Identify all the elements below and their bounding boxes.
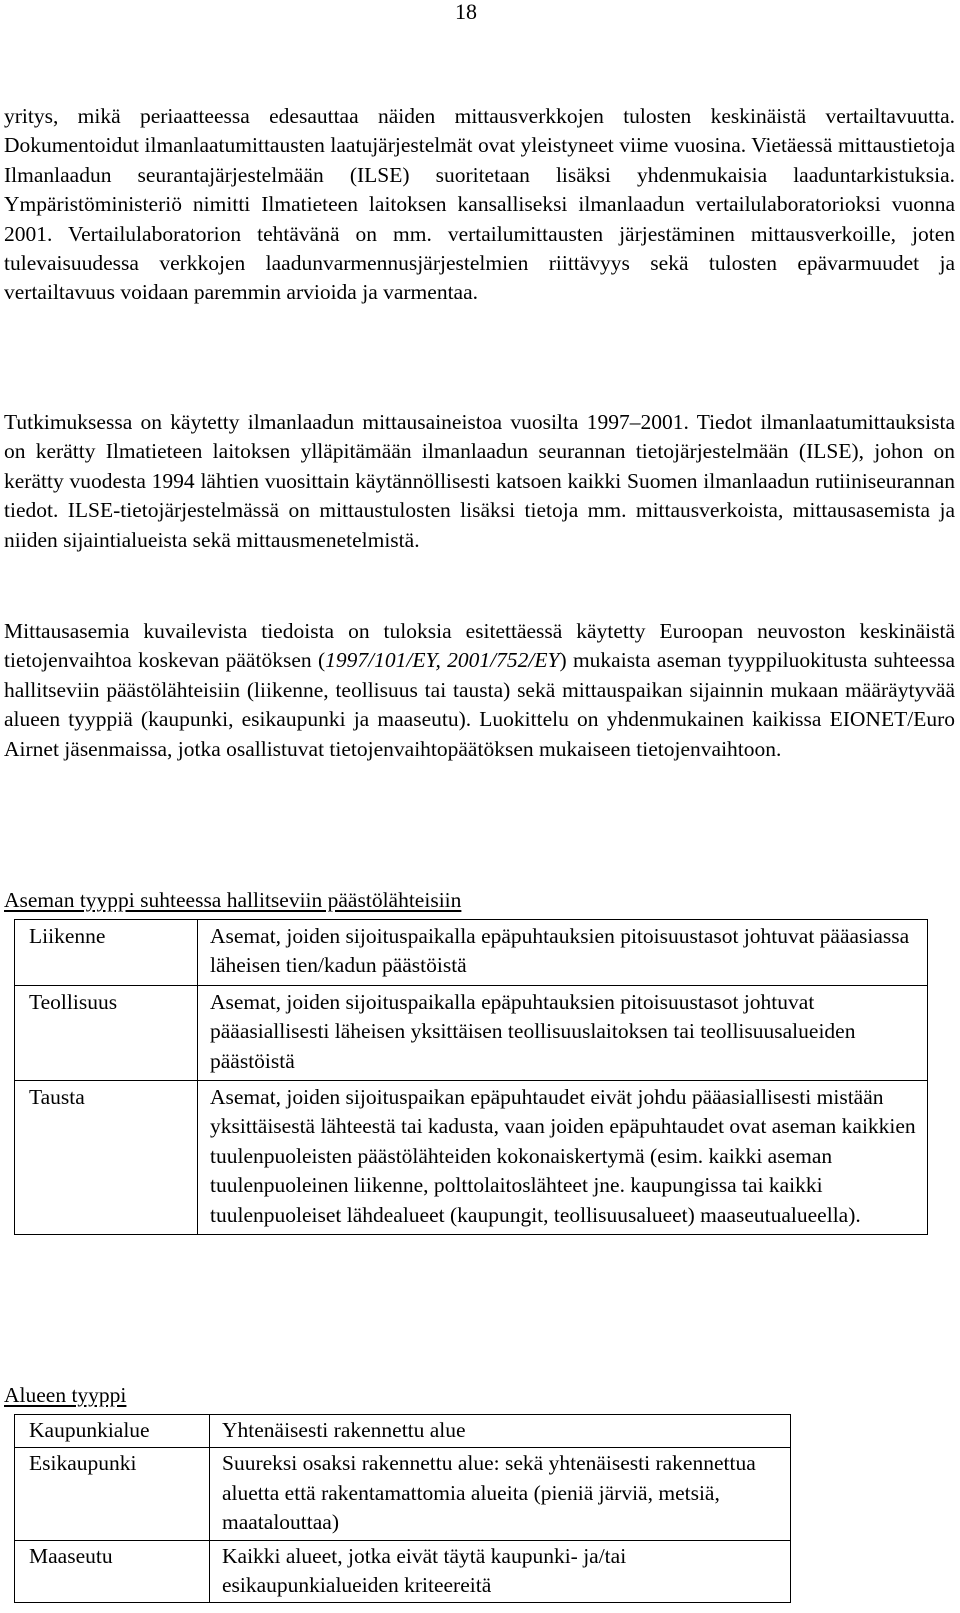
station-type-description: Asemat, joiden sijoituspaikan epäpuhtaudet eivät johdu pääasiallisesti mistään yksittäisestä lähteestä tai kadusta, vaan joiden epäpuhtaudet ovat aseman kaikkien tuulenpuoleisten päästölähteiden kokonaiskertymä (esim. kaikki aseman tuulenpuoleinen liikenne, polttolaitoslähteet jne. kaupungissa tai kaikki tuulenpuoleiset lähdealueet (kaupungit, teollisuusalueet) maaseutualueella). — [198, 1081, 928, 1235]
station-type-table — [14, 919, 928, 1235]
paragraph-quality-assurance: yritys, mikä periaatteessa edesauttaa näiden mittausverkkojen tulosten keskinäistä vertailtavuutta. Dokumentoidut ilmanlaatumittausten laatujärjestelmät ovat yleistyneet viime vuosina. Vietäessä mittaustietoja Ilmanlaadun seurantajärjestelmään (ILSE) suoritetaan lisäksi yhdenmukaisia laaduntarkistuksia. Ympäristöministeriö nimitti Ilmatieteen laitoksen kansalliseksi ilmanlaadun vertailulaboratorioksi vuonna 2001. Vertailulaboratorion tehtävänä on mm. vertailumittausten järjestäminen mittausverkoille, joten tulevaisuudessa verkkojen laadunvarmennusjärjestelmien riittävyys sekä tulosten epävarmuudet ja vertailtavuus voidaan paremmin arvioida ja varmentaa. — [4, 104, 955, 305]
table-row — [15, 1081, 928, 1235]
station-type-description: Asemat, joiden sijoituspaikalla epäpuhtauksien pitoisuustasot johtuvat pääasiassa läheisen tien/kadun päästöistä — [198, 920, 928, 986]
area-type-label: Maaseutu — [15, 1540, 210, 1603]
area-type-table — [14, 1414, 791, 1603]
paragraph-text-start: Mittausasemia kuvailevista tiedoista on tuloksia esitettäessä käytetty Euroopan neuvoston keskinäistä tietojenvaihtoa koskevan päätöksen ( — [4, 619, 955, 673]
station-type-label: Liikenne — [15, 920, 198, 986]
area-type-label: Kaupunkialue — [15, 1415, 210, 1448]
table-row — [15, 985, 928, 1080]
table-row — [15, 1415, 791, 1448]
station-type-label: Tausta — [15, 1081, 198, 1235]
area-type-table-caption: Alueen tyyppi — [4, 1383, 127, 1407]
area-type-description: Suureksi osaksi rakennettu alue: sekä yhtenäisesti rakennettua aluetta että rakentamattomia alueita (pieniä järviä, metsiä, maatalouttaa) — [210, 1448, 791, 1540]
table-row — [15, 1448, 791, 1540]
station-type-description: Asemat, joiden sijoituspaikalla epäpuhtauksien pitoisuustasot johtuvat pääasiallisesti läheisen yksittäisen teollisuuslaitoksen tai teollisuusalueiden päästöistä — [198, 985, 928, 1080]
station-type-label: Teollisuus — [15, 985, 198, 1080]
area-type-label: Esikaupunki — [15, 1448, 210, 1540]
decision-reference: 1997/101/EY, 2001/752/EY — [325, 648, 560, 673]
paragraph-data-sources: Tutkimuksessa on käytetty ilmanlaadun mittausaineistoa vuosilta 1997–2001. Tiedot ilmanlaatumittauksista on kerätty Ilmatieteen laitoksen ylläpitämään ilmanlaadun seurannan tietojärjestelmään (ILSE), johon on kerätty vuodesta 1994 lähtien vuosittain käytännöllisesti katsoen kaikki Suomen ilmanlaadun rutiiniseurannan tiedot. ILSE-tietojärjestelmässä on mittaustulosten lisäksi tietoja mm. mittausverkoista, mittausasemista ja niiden sijaintialueista sekä mittausmenetelmistä. — [4, 410, 955, 552]
paragraph-text-end: ) mukaista aseman tyyppiluokitusta suhteessa hallitseviin päästölähteisiin (liikenne, teollisuus tai tausta) sekä mittauspaikan sijainnin mukaan määräytyvää alueen tyyppiä (kaupunki, esikaupunki ja maaseutu). Luokittelu on yhdenmukainen kaikissa EIONET/Euro Airnet jäsenmaissa, jotka osallistuvat tietojenvaihtopäätöksen mukaiseen tietojenvaihtoon. — [4, 648, 956, 761]
station-type-table-caption: Aseman tyyppi suhteessa hallitseviin päästölähteisiin — [4, 888, 462, 912]
paragraph-station-classification — [4, 617, 955, 764]
table-row — [15, 920, 928, 986]
area-type-description: Yhtenäisesti rakennettu alue — [210, 1415, 791, 1448]
table-row — [15, 1540, 791, 1603]
area-type-description: Kaikki alueet, jotka eivät täytä kaupunki- ja/tai esikaupunkialueiden kriteereitä — [210, 1540, 791, 1603]
page-number: 18 — [455, 0, 477, 24]
